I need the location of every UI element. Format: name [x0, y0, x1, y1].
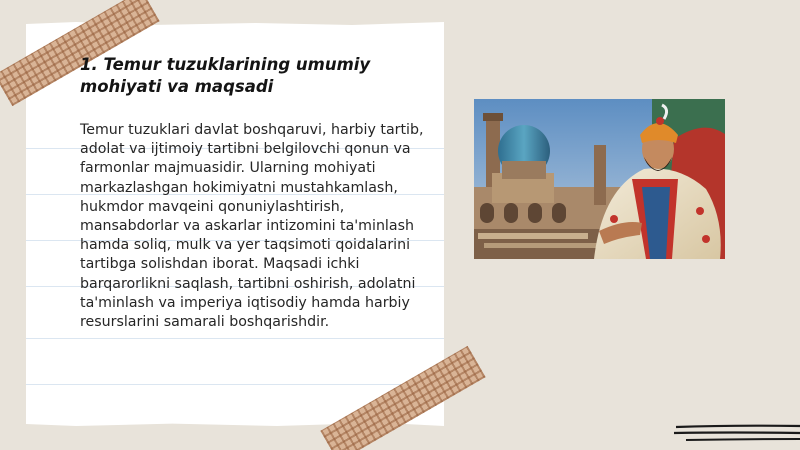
slide-body-text: Temur tuzuklari davlat boshqaruvi, harbiy tartib, adolat va ijtimoiy tartibni belgilovchi qonun va farmonlar majmuasidir. Ularning mohiyati markazlashgan hokimiyatni mustahkamlash, hukmdor mavqeini qonuniylashtirish, mansabdorlar va askarlar intizomini ta'minlash hamda soliq, mulk va yer taqsimoti qoidalarini tartibga solishdan iborat. Maqsadi ichki barqarorlikni saqlash, tartibni oshirish, adolatni ta'minlash va imperiya iqtisodiy hamda harbiy resurslarini samarali boshqarishdir.: [80, 122, 424, 331]
paper-line: [26, 384, 444, 385]
amir-temur-illustration: [474, 99, 725, 259]
slide-title: 1. Temur tuzuklarining umumiy mohiyati va maqsadi: [80, 55, 371, 96]
paper-line: [26, 338, 444, 339]
decorative-strokes: [672, 420, 800, 444]
